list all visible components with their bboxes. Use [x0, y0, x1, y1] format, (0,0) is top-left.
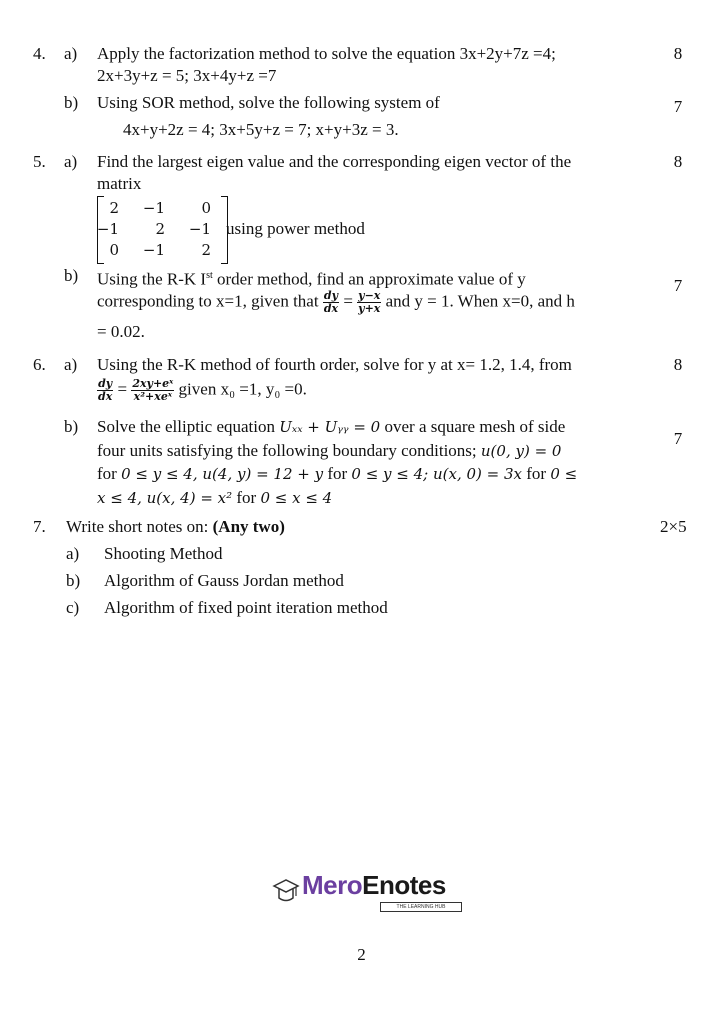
fraction-dy-dx	[323, 290, 339, 315]
part-label: a)	[66, 544, 80, 563]
q4b-line1: Using SOR method, solve the following system of	[97, 93, 440, 112]
q6b-line1	[97, 416, 565, 438]
matrix-cell: 0	[201, 199, 211, 217]
q6b-text: for	[526, 464, 547, 483]
logo-text-mero: Mero	[302, 870, 363, 900]
question-number: 6.	[33, 355, 46, 374]
math-expression: 0 ≤ y ≤ 4, u(4, y) = 12 + y	[121, 465, 324, 483]
part-label: b)	[64, 266, 79, 285]
fraction-rhs	[357, 290, 381, 315]
q6a-line1: Using the R-K method of fourth order, solve for y at x= 1.2, 1.4, from	[97, 355, 572, 374]
q6b-text: over a square mesh of side	[384, 417, 566, 436]
marks: 7	[673, 276, 683, 295]
meroenotes-logo	[272, 872, 472, 912]
part-label: b)	[64, 417, 79, 436]
fraction-denominator: y+x	[358, 302, 381, 315]
matrix-cell: 0	[109, 241, 119, 259]
q5a-line2: matrix	[97, 174, 142, 193]
logo-text	[302, 870, 446, 900]
fraction-numerator: dy	[98, 377, 113, 390]
q6b-text: Solve the elliptic equation	[97, 417, 275, 436]
question-number: 4.	[33, 44, 46, 63]
q4b-line2: 4x+y+2z = 4; 3x+5y+z = 7; x+y+3z = 3.	[123, 120, 399, 139]
q6b-text: four units satisfying the following boundary conditions;	[97, 441, 477, 460]
math-expression: 0 ≤	[550, 465, 578, 483]
q6b-text: for	[327, 464, 348, 483]
superscript: st	[206, 270, 213, 281]
part-label: b)	[66, 571, 81, 590]
equals-sign: =	[343, 291, 353, 311]
matrix-cell: −1	[142, 199, 165, 217]
q6b-line2	[97, 440, 561, 462]
math-expression: Uₓₓ + Uᵧᵧ = 0	[279, 418, 381, 436]
matrix-cell: −1	[142, 241, 165, 259]
q5a-after-matrix: using power method	[226, 219, 365, 238]
marks: 8	[673, 44, 683, 63]
part-label: c)	[66, 598, 80, 617]
q7-item: Algorithm of Gauss Jordan method	[104, 571, 344, 590]
fraction-dy-dx	[97, 378, 113, 403]
q5a-line1: Find the largest eigen value and the corresponding eigen vector of the	[97, 152, 572, 171]
fraction-numerator: 2xy+eˣ	[132, 377, 174, 390]
math-expression: 0 ≤ x ≤ 4	[260, 489, 333, 507]
fraction-denominator: dx	[323, 302, 339, 315]
q6a-line2-end: given x₀ =1, y₀ =0.	[178, 379, 307, 399]
fraction-rhs	[131, 378, 174, 403]
q4a-line2: 2x+3y+z = 5; 3x+4y+z =7	[97, 66, 277, 85]
question-number: 7.	[33, 517, 46, 536]
q6a-line2	[97, 378, 307, 403]
part-label: a)	[64, 355, 78, 374]
logo-tagline: THE LEARNING HUB	[380, 902, 462, 912]
q5b-line2	[97, 290, 575, 315]
q6b-text: for	[97, 464, 117, 483]
q4a-line1: Apply the factorization method to solve the equation 3x+2y+7z =4;	[97, 44, 556, 63]
q6b-line4	[97, 487, 332, 509]
matrix-cell: −1	[188, 220, 211, 238]
marks: 2×5	[660, 517, 687, 536]
marks: 7	[673, 97, 683, 116]
part-label: a)	[64, 44, 78, 63]
q6b-line3	[97, 463, 577, 485]
question-number: 5.	[33, 152, 46, 171]
matrix-cell: 2	[201, 241, 211, 259]
q7-text: Write short notes on:	[66, 517, 209, 536]
marks: 8	[673, 152, 683, 171]
fraction-denominator: dx	[98, 390, 113, 403]
q5b-line2-text: corresponding to x=1, given that	[97, 291, 319, 311]
logo-text-enotes: Enotes	[362, 870, 446, 900]
q7-heading	[66, 516, 285, 538]
q5b-line1-end: order method, find an approximate value of y	[212, 269, 526, 289]
q5b-line1	[97, 265, 526, 291]
q5b-line1-text: Using the R-K I	[97, 269, 207, 289]
logo-cap-icon	[272, 876, 300, 906]
fraction-numerator: dy	[323, 289, 338, 302]
q7-bold: (Any two)	[212, 517, 285, 536]
part-label: a)	[64, 152, 78, 171]
fraction-numerator: y−x	[358, 289, 381, 302]
q7-item: Shooting Method	[104, 544, 223, 563]
q5b-line3: = 0.02.	[97, 322, 145, 341]
page-number: 2	[357, 945, 366, 964]
matrix-cell: 2	[109, 199, 119, 217]
matrix-cell: 2	[155, 220, 165, 238]
q7-item: Algorithm of fixed point iteration method	[104, 598, 388, 617]
math-expression: u(0, y) = 0	[480, 442, 562, 460]
q5b-line2-end: and y = 1. When x=0, and h	[385, 291, 575, 311]
equals-sign: =	[117, 379, 128, 399]
fraction-denominator: x²+xeˣ	[133, 390, 172, 403]
q6b-text: for	[236, 488, 257, 507]
part-label: b)	[64, 93, 79, 112]
matrix-cell: −1	[96, 220, 119, 238]
math-expression: x ≤ 4, u(x, 4) = x²	[97, 489, 233, 507]
marks: 8	[673, 355, 683, 374]
marks: 7	[673, 429, 683, 448]
math-expression: 0 ≤ y ≤ 4; u(x, 0) = 3x	[351, 465, 523, 483]
